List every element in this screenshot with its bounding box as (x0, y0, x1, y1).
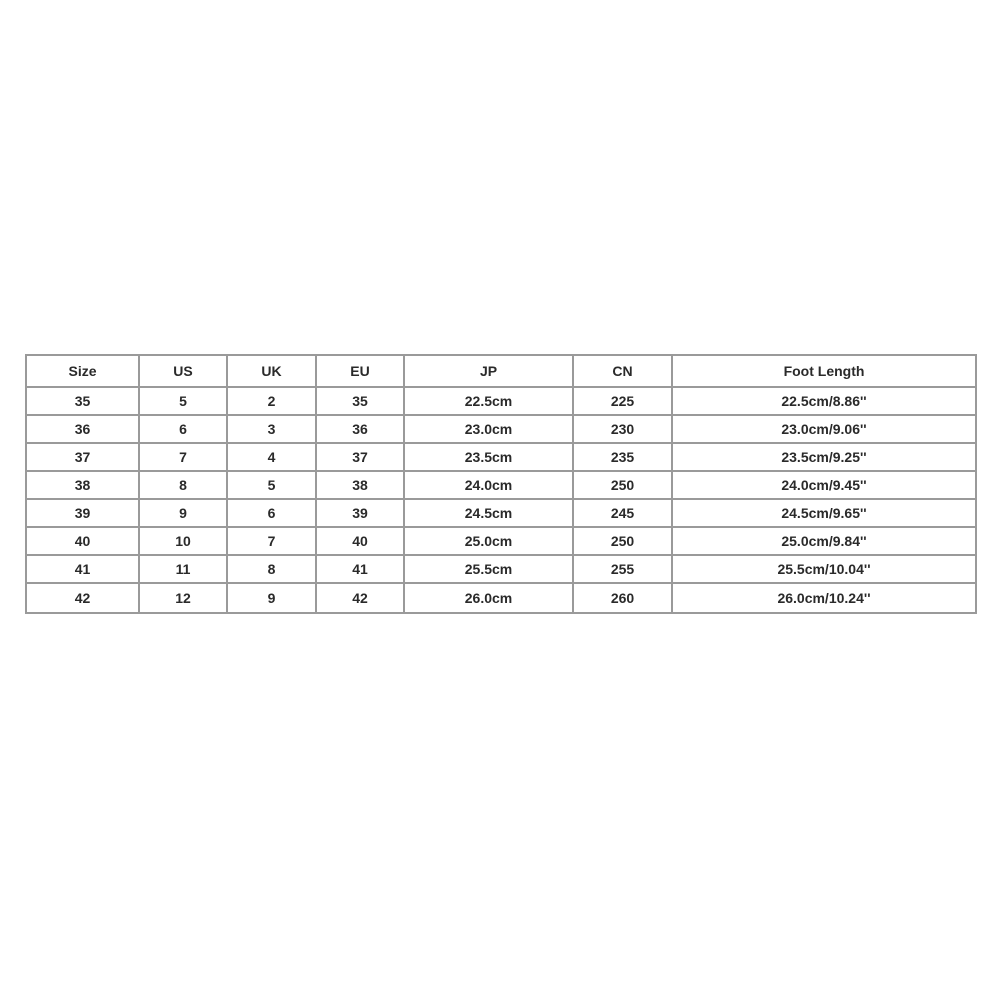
cell-eu: 39 (316, 499, 404, 527)
table-row (26, 527, 976, 555)
cell-eu: 38 (316, 471, 404, 499)
cell-size: 42 (26, 583, 139, 613)
cell-size: 36 (26, 415, 139, 443)
table-row (26, 555, 976, 583)
table-row (26, 387, 976, 415)
cell-eu: 37 (316, 443, 404, 471)
cell-foot-length: 24.0cm/9.45'' (672, 471, 976, 499)
cell-cn: 230 (573, 415, 672, 443)
cell-jp: 23.0cm (404, 415, 573, 443)
cell-eu: 41 (316, 555, 404, 583)
header-row (26, 355, 976, 387)
cell-size: 35 (26, 387, 139, 415)
cell-size: 39 (26, 499, 139, 527)
cell-uk: 3 (227, 415, 316, 443)
header-cell-size: Size (26, 355, 139, 387)
header-cell-eu: EU (316, 355, 404, 387)
cell-foot-length: 25.0cm/9.84'' (672, 527, 976, 555)
cell-us: 7 (139, 443, 227, 471)
cell-jp: 26.0cm (404, 583, 573, 613)
cell-uk: 5 (227, 471, 316, 499)
cell-uk: 2 (227, 387, 316, 415)
cell-size: 37 (26, 443, 139, 471)
header-cell-cn: CN (573, 355, 672, 387)
cell-us: 11 (139, 555, 227, 583)
cell-cn: 250 (573, 527, 672, 555)
cell-size: 38 (26, 471, 139, 499)
cell-foot-length: 23.0cm/9.06'' (672, 415, 976, 443)
cell-uk: 9 (227, 583, 316, 613)
cell-jp: 22.5cm (404, 387, 573, 415)
cell-cn: 250 (573, 471, 672, 499)
table-row (26, 415, 976, 443)
cell-cn: 255 (573, 555, 672, 583)
cell-cn: 225 (573, 387, 672, 415)
cell-uk: 6 (227, 499, 316, 527)
cell-cn: 235 (573, 443, 672, 471)
cell-foot-length: 24.5cm/9.65'' (672, 499, 976, 527)
cell-us: 6 (139, 415, 227, 443)
table-row (26, 499, 976, 527)
cell-foot-length: 25.5cm/10.04'' (672, 555, 976, 583)
cell-us: 8 (139, 471, 227, 499)
cell-jp: 24.0cm (404, 471, 573, 499)
table-row (26, 471, 976, 499)
cell-jp: 25.5cm (404, 555, 573, 583)
cell-us: 12 (139, 583, 227, 613)
header-cell-uk: UK (227, 355, 316, 387)
cell-eu: 40 (316, 527, 404, 555)
cell-eu: 36 (316, 415, 404, 443)
table-row (26, 583, 976, 613)
cell-size: 40 (26, 527, 139, 555)
table-row (26, 443, 976, 471)
cell-jp: 25.0cm (404, 527, 573, 555)
size-chart-table (25, 354, 977, 614)
cell-foot-length: 23.5cm/9.25'' (672, 443, 976, 471)
cell-eu: 42 (316, 583, 404, 613)
cell-foot-length: 22.5cm/8.86'' (672, 387, 976, 415)
cell-size: 41 (26, 555, 139, 583)
cell-us: 9 (139, 499, 227, 527)
cell-foot-length: 26.0cm/10.24'' (672, 583, 976, 613)
header-cell-jp: JP (404, 355, 573, 387)
cell-uk: 7 (227, 527, 316, 555)
cell-uk: 4 (227, 443, 316, 471)
cell-jp: 24.5cm (404, 499, 573, 527)
cell-us: 10 (139, 527, 227, 555)
cell-eu: 35 (316, 387, 404, 415)
cell-jp: 23.5cm (404, 443, 573, 471)
header-cell-us: US (139, 355, 227, 387)
cell-uk: 8 (227, 555, 316, 583)
cell-cn: 260 (573, 583, 672, 613)
cell-us: 5 (139, 387, 227, 415)
header-cell-foot-length: Foot Length (672, 355, 976, 387)
cell-cn: 245 (573, 499, 672, 527)
